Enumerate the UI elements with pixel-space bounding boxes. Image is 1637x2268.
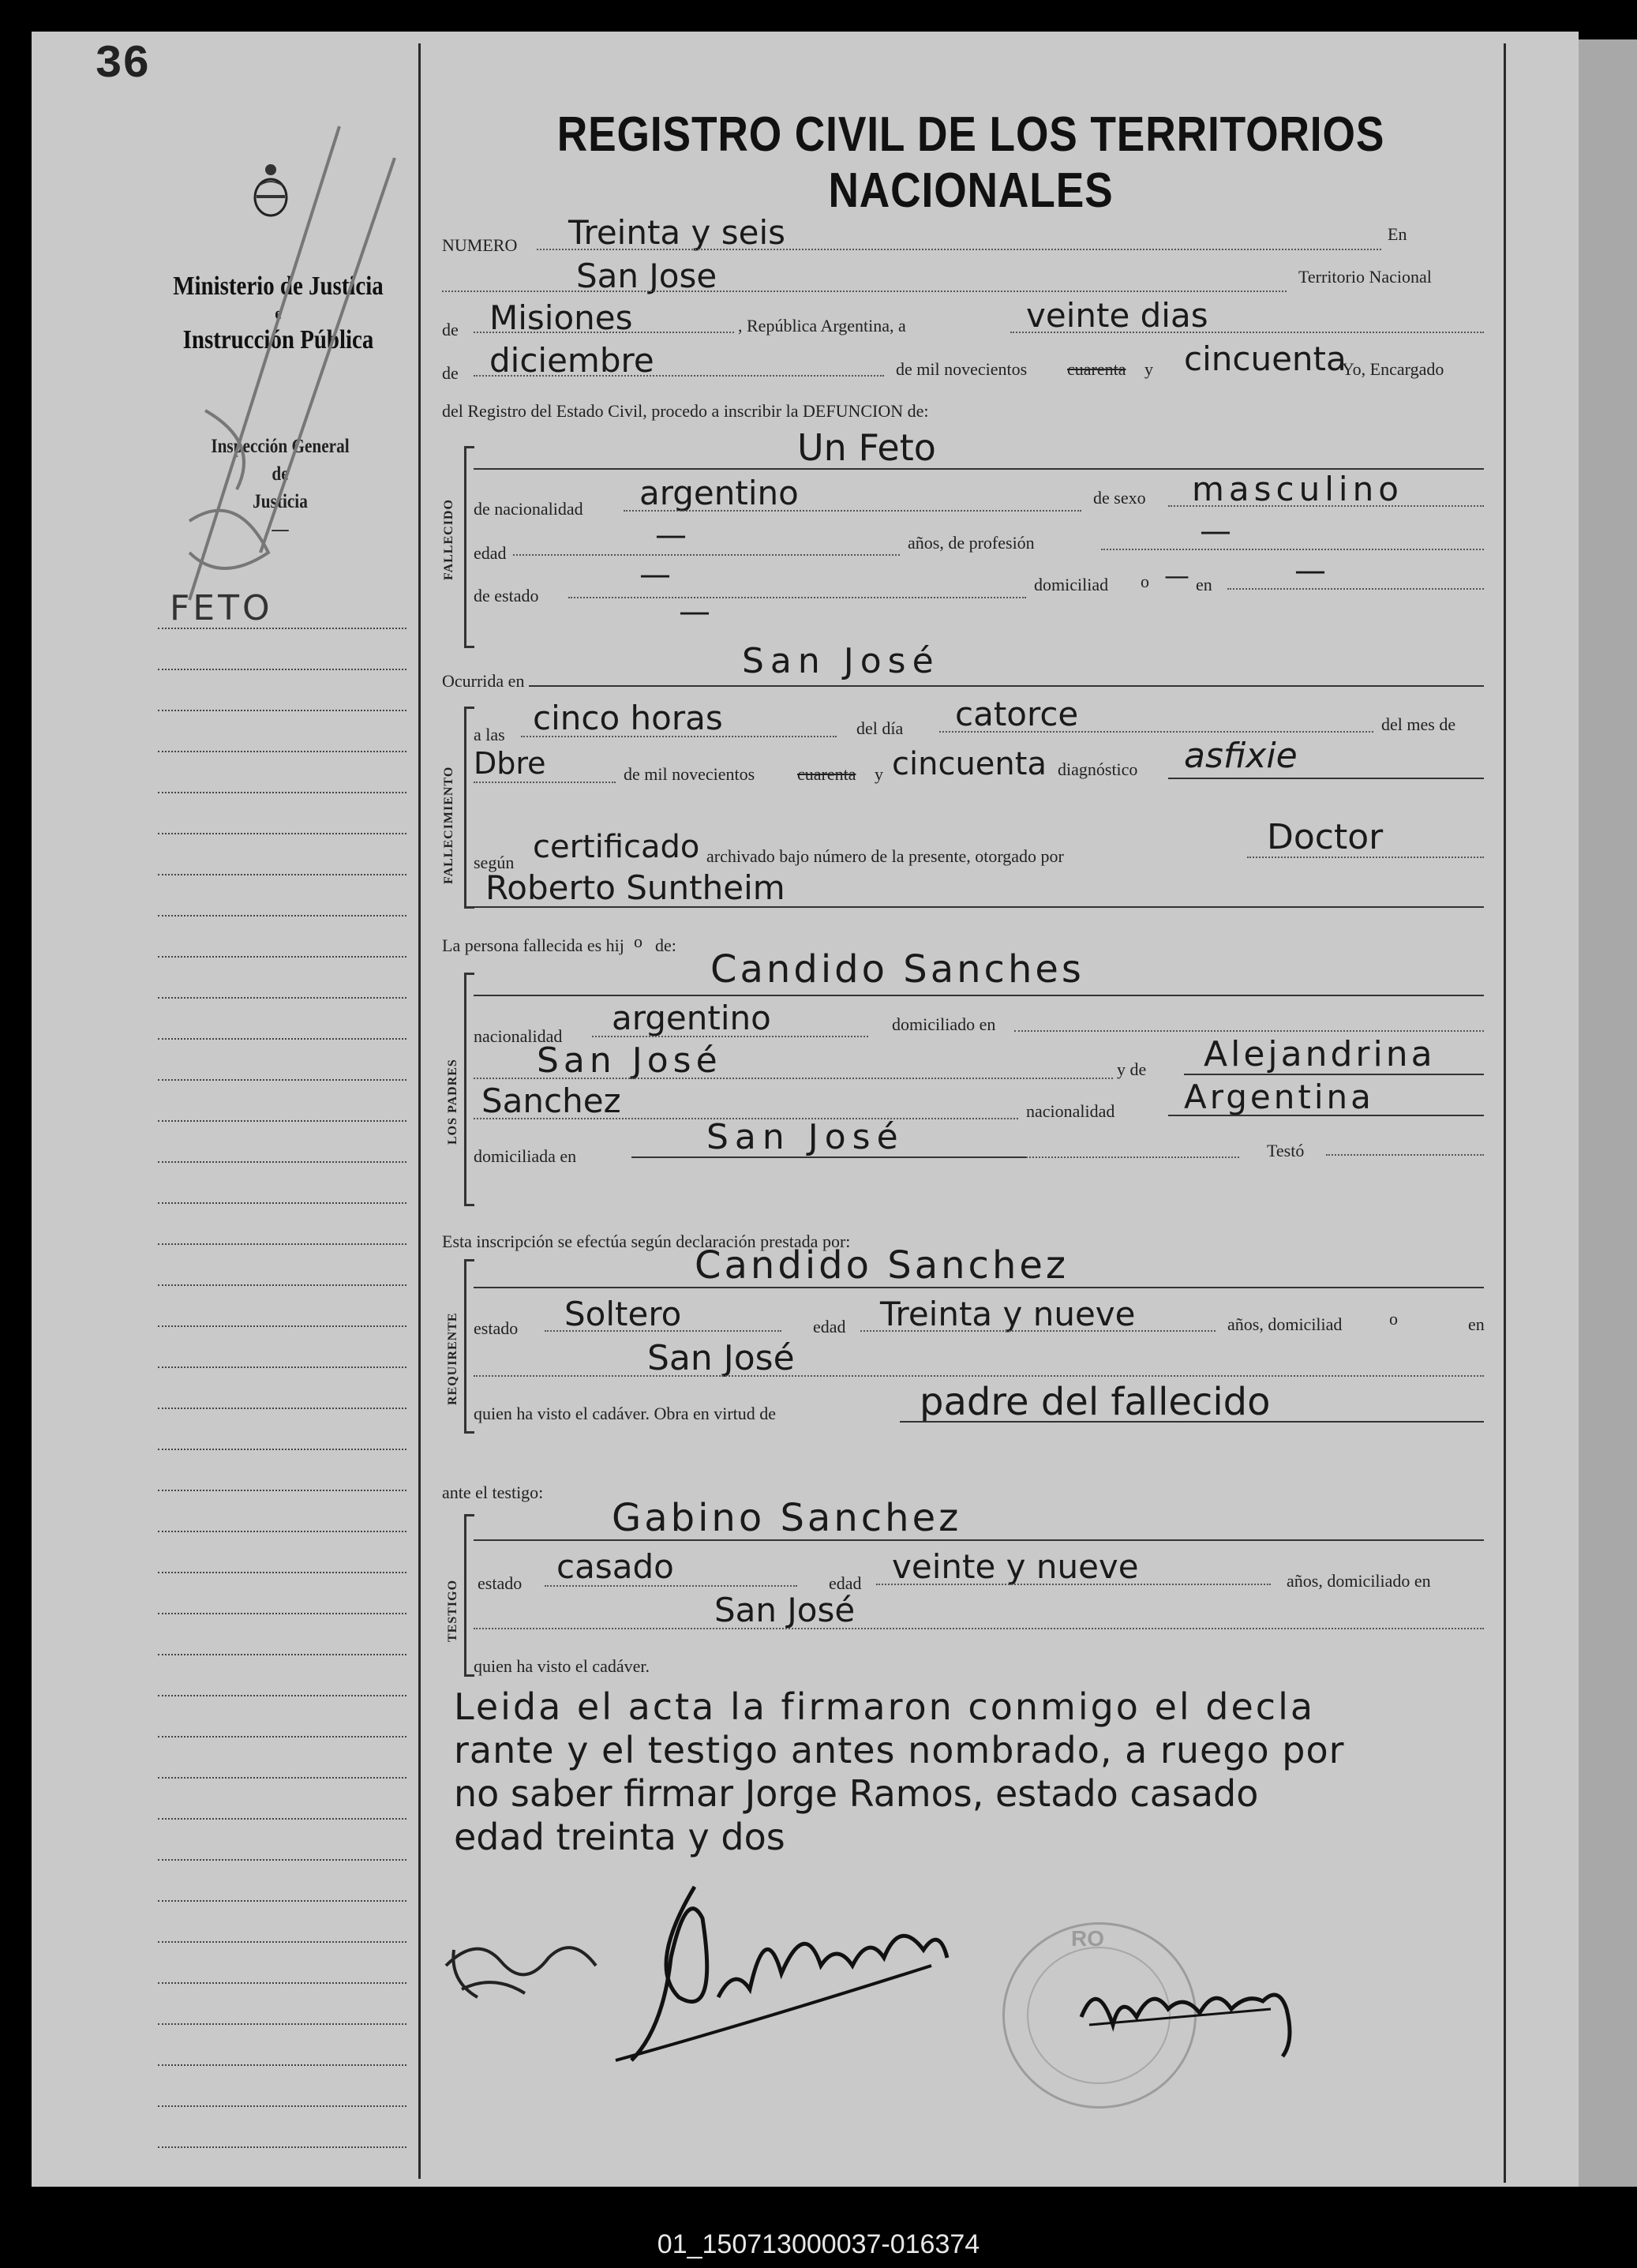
padre-dom-label: domiciliado en [892, 1014, 996, 1034]
margin-rule [158, 874, 406, 875]
sexo-value: masculino [1192, 470, 1403, 508]
test-estado: casado [556, 1547, 674, 1586]
fallecido-nombre: Un Feto [797, 426, 936, 469]
margin-rule [158, 792, 406, 793]
y-label: y [1144, 359, 1153, 379]
dotted-line [537, 249, 1381, 250]
padre-nac-label: nacionalidad [474, 1026, 563, 1046]
nota-line-2: rante y el testigo antes nombrado, a ruego por [454, 1729, 1345, 1771]
margin-rule [158, 1818, 406, 1820]
profesion-value: — [1200, 513, 1231, 549]
diagnostico-value: asfixie [1184, 736, 1298, 776]
signature-ramos [600, 1871, 995, 2068]
dotted-line [1227, 588, 1484, 590]
inspeccion-line3: Justicia [253, 491, 308, 512]
section-bracket [464, 1514, 474, 1677]
en-label-2: en [1196, 575, 1212, 594]
nota-line-3: no saber firmar Jorge Ramos, estado casado [454, 1772, 1259, 1815]
profesion-label: años, de profesión [908, 533, 1035, 553]
requirente-nombre: Candido Sanchez [695, 1243, 1069, 1288]
mes-value: diciembre [489, 341, 654, 380]
margin-rule [158, 1243, 406, 1245]
margin-rule [158, 2105, 406, 2107]
extra-dash: — [679, 594, 710, 630]
margin-rule [158, 997, 406, 999]
dotted-line [1026, 1156, 1239, 1158]
margin-rule [158, 1859, 406, 1861]
req-en-label: en [1468, 1314, 1485, 1334]
madre-nombre-2: Sanchez [481, 1082, 621, 1120]
margin-rule [158, 1613, 406, 1614]
mil-label: de mil novecientos [896, 359, 1028, 379]
padre-nombre: Candido Sanches [710, 947, 1084, 992]
margin-rule [158, 956, 406, 958]
yde-label: y de [1117, 1059, 1147, 1079]
intro-text: del Registro del Estado Civil, procedo a inscribir la DEFUNCION de: [442, 401, 929, 421]
dotted-line [545, 1585, 797, 1587]
dotted-line [939, 731, 1373, 733]
lugar-value: San Jose [576, 257, 717, 295]
dotted-line [876, 1584, 1271, 1585]
mil-label-2: de mil novecientos [624, 764, 755, 784]
testigo-intro: ante el testigo: [442, 1483, 544, 1502]
numero-label: NUMERO [442, 235, 518, 255]
solid-line [474, 1287, 1484, 1288]
republica-label: , República Argentina, a [738, 316, 906, 336]
margin-rule [158, 1695, 406, 1696]
hijo-label: La persona fallecida es hij [442, 935, 624, 955]
struck-year: cuarenta [1067, 359, 1126, 379]
margin-rule [158, 669, 406, 670]
req-anios-label: años, domiciliad [1227, 1314, 1343, 1334]
signature-aurelio [1066, 1954, 1350, 2064]
dotted-line [474, 375, 884, 377]
margin-rule [158, 1900, 406, 1902]
margin-rule [158, 1777, 406, 1779]
section-label-padres: LOS PADRES [446, 1059, 459, 1145]
territorio-label: Territorio Nacional [1298, 267, 1432, 287]
anio-value: cincuenta [1184, 339, 1347, 378]
margin-pencil-scribble [142, 111, 410, 616]
dotted-line [1010, 332, 1484, 333]
test-edad-label: edad [829, 1573, 862, 1593]
test-edad: veinte y nueve [892, 1547, 1139, 1586]
nota-line-4: edad treinta y dos [454, 1816, 785, 1858]
req-edad-label: edad [813, 1317, 846, 1336]
domicilio-o: o [1141, 572, 1149, 591]
margin-rule [158, 1079, 406, 1081]
margin-signature [430, 1918, 612, 2013]
margin-rule [158, 1202, 406, 1204]
solid-line [900, 1421, 1484, 1423]
margin-rule [158, 2023, 406, 2025]
en-label: En [1388, 224, 1407, 244]
y-label-2: y [875, 764, 883, 784]
dia-label: del día [856, 718, 904, 738]
de-label-2: de [442, 363, 459, 383]
nacionalidad-label: de nacionalidad [474, 499, 583, 519]
dotted-line [1168, 505, 1484, 507]
dotted-line [442, 291, 1287, 292]
requirente-intro: Esta inscripción se efectúa según declaración prestada por: [442, 1231, 851, 1251]
domicilio-label: domiciliad [1034, 575, 1109, 594]
medico-value: Roberto Suntheim [485, 868, 785, 907]
ministry-line1: Ministerio de Justicia [173, 272, 384, 301]
dotted-line [1014, 1030, 1484, 1032]
edad-value: — [655, 517, 687, 553]
estado-value: — [639, 557, 671, 593]
margin-rule [158, 915, 406, 917]
madre-dom-label: domiciliada en [474, 1146, 577, 1166]
dotted-line [592, 1036, 868, 1037]
req-virtud: padre del fallecido [920, 1380, 1271, 1424]
edad-label: edad [474, 543, 507, 563]
inspeccion-line1: Inspección General [211, 436, 350, 457]
margin-rule [158, 1120, 406, 1122]
margin-rule [158, 1490, 406, 1491]
de-label: de [442, 320, 459, 339]
dotted-line [860, 1330, 1216, 1332]
page-right-edge [1504, 43, 1506, 2183]
margin-rule [158, 1325, 406, 1327]
dotted-line [474, 1628, 1484, 1629]
dotted-line [474, 782, 616, 783]
solid-line [1168, 778, 1484, 779]
doctor-value: Doctor [1267, 817, 1384, 857]
estado-label: de estado [474, 586, 539, 605]
nacionalidad-value: argentino [639, 474, 799, 512]
ministry-line2: e [275, 302, 282, 323]
section-label-fallecido: FALLECIDO [442, 499, 455, 580]
dia-value: veinte dias [1026, 296, 1208, 335]
solid-line [474, 995, 1484, 996]
req-domicilio: San José [647, 1338, 795, 1378]
solid-line [1168, 1115, 1484, 1116]
margin-rule [158, 1654, 406, 1655]
testigo-nombre: Gabino Sanchez [612, 1496, 962, 1540]
solid-line [529, 685, 1484, 687]
margin-rule [158, 833, 406, 834]
test-domicilio: San José [714, 1591, 856, 1629]
section-label-fallecimiento: FALLECIMIENTO [442, 766, 455, 884]
mes-label: del mes de [1381, 714, 1456, 734]
margin-divider [418, 43, 421, 2179]
nota-line-1: Leida el acta la firmaron conmigo el decla [454, 1685, 1316, 1728]
margin-rule [158, 1038, 406, 1040]
inspeccion-line2: de [272, 463, 289, 485]
page-title: REGISTRO CIVIL DE LOS TERRITORIOS NACIONALES [556, 107, 1385, 218]
section-label-testigo: TESTIGO [446, 1579, 459, 1642]
req-dom-o: o [1389, 1309, 1398, 1329]
margin-rule [158, 1531, 406, 1532]
dotted-line [545, 1330, 781, 1332]
ministry-line3: Instrucción Pública [182, 324, 374, 354]
dotted-line [1326, 1154, 1484, 1156]
numero-value: Treinta y seis [568, 213, 785, 252]
test-visto-label: quien ha visto el cadáver. [474, 1656, 650, 1676]
section-bracket [464, 973, 474, 1206]
margin-rule [158, 1284, 406, 1286]
req-visto-label: quien ha visto el cadáver. Obra en virtud de [474, 1404, 777, 1423]
image-id-footer: 01_150713000037-016374 [657, 2229, 980, 2259]
madre-nac-label: nacionalidad [1026, 1101, 1115, 1121]
yo-label: Yo, Encargado [1342, 359, 1444, 379]
margin-rule [158, 628, 406, 629]
archivado-label: archivado bajo número de la presente, otorgado por [706, 846, 1064, 866]
dotted-line [474, 1078, 1113, 1079]
dotted-line [513, 554, 900, 556]
dotted-line [624, 510, 1081, 512]
margin-rule [158, 1161, 406, 1163]
margin-rule [158, 1449, 406, 1450]
margin-rule [158, 1572, 406, 1573]
anio-value-2: cincuenta [892, 746, 1047, 782]
padre-nac: argentino [612, 999, 771, 1037]
margin-rule [158, 1982, 406, 1984]
section-label-requirente: REQUIRENTE [446, 1312, 459, 1405]
req-estado: Soltero [564, 1295, 682, 1333]
testo-label: Testó [1267, 1141, 1305, 1160]
solid-line [474, 1539, 1484, 1541]
madre-nac: Argentina [1184, 1078, 1374, 1116]
margin-note: FETO [170, 588, 273, 628]
margin-rule [158, 2146, 406, 2148]
req-estado-label: estado [474, 1318, 519, 1338]
sexo-label: de sexo [1093, 488, 1146, 508]
ocurrida-label: Ocurrida en [442, 671, 525, 691]
horas-value: cinco horas [533, 699, 723, 737]
solid-line [1184, 1074, 1484, 1075]
domicilio-dash: — [1164, 560, 1189, 590]
madre-nombre-1: Alejandrina [1204, 1034, 1436, 1074]
stamp-text: RO [1071, 1926, 1104, 1951]
folio-number: 36 [95, 39, 150, 91]
test-anios-label: años, domiciliado en [1287, 1571, 1431, 1591]
solid-line [631, 1156, 1026, 1158]
inspeccion-line4: — [272, 519, 289, 540]
dotted-line [1101, 549, 1484, 550]
test-estado-label: estado [478, 1573, 523, 1593]
certificado-value: certificado [533, 829, 700, 865]
madre-dom: San José [706, 1117, 905, 1157]
solid-line [474, 906, 1484, 908]
dotted-line [521, 736, 837, 737]
segun-label: según [474, 853, 515, 872]
req-edad: Treinta y nueve [880, 1295, 1136, 1333]
margin-rule [158, 1736, 406, 1738]
margin-rule [158, 1366, 406, 1368]
margin-rule [158, 2064, 406, 2066]
territorio-value: Misiones [489, 298, 633, 337]
dotted-line [1247, 857, 1484, 858]
mes-value-2: Dbre [474, 746, 546, 781]
margin-rule [158, 1941, 406, 1943]
de-label-3: de: [655, 935, 676, 955]
next-page-edge [1579, 39, 1637, 2187]
dotted-line [474, 1375, 1484, 1377]
diagnostico-label: diagnóstico [1058, 759, 1138, 779]
dotted-line [568, 597, 1026, 598]
margin-rule [158, 710, 406, 711]
domicilio-value: — [1294, 553, 1326, 589]
padre-dom: San José [537, 1040, 722, 1081]
margin-rule [158, 751, 406, 752]
dia-value-2: catorce [955, 695, 1079, 733]
horas-label: a las [474, 725, 505, 744]
ocurrida-lugar: San José [742, 641, 940, 681]
dotted-line [474, 332, 734, 333]
struck-year-2: cuarenta [797, 764, 856, 784]
margin-rule [158, 1408, 406, 1409]
hijo-o: o [634, 932, 642, 951]
